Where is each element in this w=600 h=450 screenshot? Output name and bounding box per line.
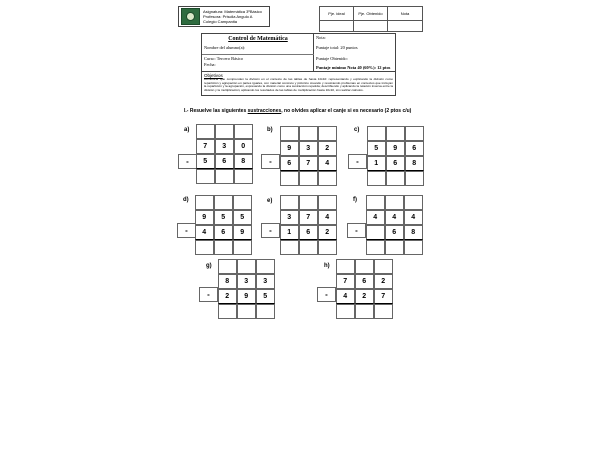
exercise-b-grid: 9 3 2 6 7 4 xyxy=(280,126,337,171)
exercise-e-label: e) xyxy=(267,198,273,204)
total-score: Puntaje total: 20 puntos xyxy=(316,44,358,50)
exercise-h-label: h) xyxy=(324,263,330,269)
instruction: I.- Resuelve las siguientes sustracciones, no olvides aplicar el canje si es necesario (2 ptos c/u) xyxy=(184,108,412,114)
exercise-f-grid: 4 4 4 6 8 xyxy=(366,195,423,240)
minus-sign-f: - xyxy=(347,223,366,238)
exercise-c-label: c) xyxy=(354,127,360,133)
exercise-d-label: d) xyxy=(183,197,189,203)
score-table xyxy=(319,6,423,32)
exercise-e-grid: 3 7 4 1 6 2 xyxy=(280,195,337,240)
grade-label: Nota: xyxy=(316,35,326,40)
info-box xyxy=(201,33,396,96)
exercise-a-answer xyxy=(196,169,253,184)
grade-header: Nota xyxy=(388,7,423,21)
exercise-b-answer xyxy=(280,171,337,186)
school-info: Asignatura: Matemática 3ºBásico Profesora: Priscila Angulo A Colegio Campanita xyxy=(203,9,262,24)
exercise-h-grid: 7 6 2 4 2 7 xyxy=(336,259,393,304)
obtained-score: Puntaje Obtenido: xyxy=(316,55,348,61)
page-title: Control de Matemática xyxy=(228,36,288,42)
date-label[interactable]: Fecha: xyxy=(204,61,216,67)
objectives-title: Objetivos xyxy=(204,73,223,78)
exercise-g-answer xyxy=(218,304,275,319)
minus-sign-a: - xyxy=(178,154,197,169)
objectives xyxy=(202,71,395,96)
school-header xyxy=(178,6,270,27)
exercise-a-label: a) xyxy=(184,127,190,133)
ideal-score-cell[interactable] xyxy=(320,21,354,32)
score-info xyxy=(314,34,397,71)
exercise-g-grid: 8 3 3 2 9 5 xyxy=(218,259,275,304)
min-score: Puntaje mínimo Nota 40 (60%): 12 ptos xyxy=(316,65,391,70)
exercise-f-answer xyxy=(366,240,423,255)
exercise-h-answer xyxy=(336,304,393,319)
grade-cell[interactable] xyxy=(388,21,423,32)
minus-sign-b: - xyxy=(261,154,280,169)
ideal-score-header: Pje. ideal xyxy=(320,7,354,21)
minus-sign-g: - xyxy=(199,287,218,302)
minus-sign-c: - xyxy=(348,154,367,169)
student-name-label[interactable]: Nombre del alumno(a): xyxy=(204,45,246,50)
exercise-b-label: b) xyxy=(267,127,273,133)
exercise-e-answer xyxy=(280,240,337,255)
minus-sign-d: - xyxy=(177,223,196,238)
exercise-a-grid: 7 3 0 5 6 8 xyxy=(196,124,253,169)
course-label: Curso: Tercero Básico xyxy=(204,56,244,61)
obtained-score-cell[interactable] xyxy=(354,21,388,32)
minus-sign-e: - xyxy=(261,223,280,238)
exercise-c-answer xyxy=(367,171,424,186)
exercise-g-label: g) xyxy=(206,263,212,269)
exercise-c-grid: 5 9 6 1 6 8 xyxy=(367,126,424,171)
student-info xyxy=(202,34,314,71)
exercise-f-label: f) xyxy=(353,197,357,203)
obtained-score-header: Pje. Obtenido xyxy=(354,7,388,21)
exercise-d-answer xyxy=(195,240,252,255)
objectives-text: Demostrar que comprenden la división en el contexto de las tablas de hasta 10x10: representando y explicando la división como repartición y agrupación en partes iguales, con material concreto y pictórico creando y resolviendo problemas en contextos que incluyan la repartición y la agrupación, expresando la división como una sustracción repetida; describiendo y aplicando la relación inversa entre la división y la multiplicación; aplicando los resultados de las tablas de multiplicación hasta 10x10, sin realizar cálculos. xyxy=(204,77,393,93)
school-logo xyxy=(181,8,200,25)
minus-sign-h: - xyxy=(317,287,336,302)
exercise-d-grid: 9 5 5 4 6 9 xyxy=(195,195,252,240)
